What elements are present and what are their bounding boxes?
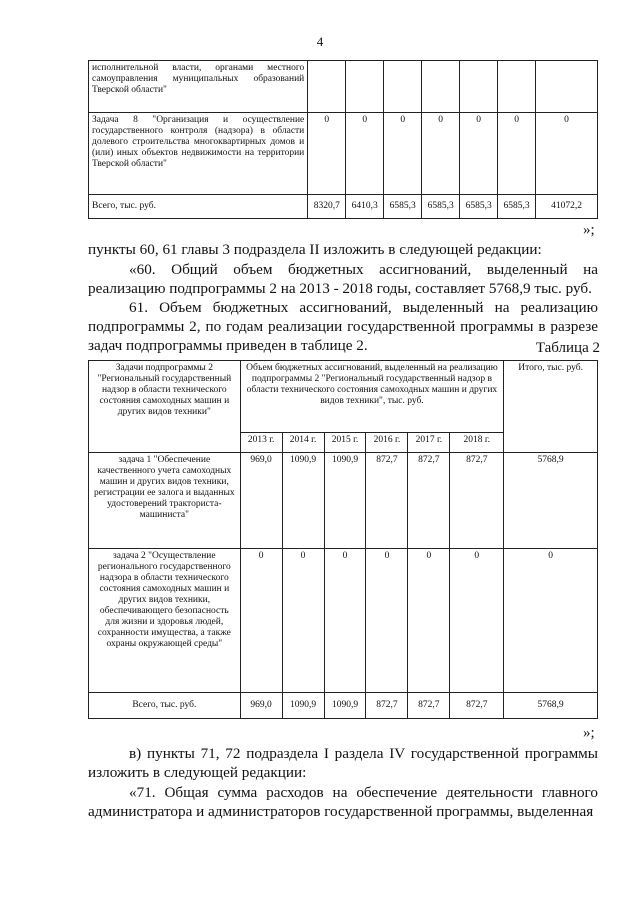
table1-value-cell: 8320,7 [308, 195, 346, 219]
table1-row-total [89, 195, 598, 219]
table2-value-cell: 872,7 [366, 453, 408, 549]
table2-row-task2 [89, 549, 598, 693]
table-2 [88, 360, 598, 719]
table1-value-cell [308, 61, 346, 113]
table2-year-header: 2014 г. [282, 433, 324, 453]
table2-year-header: 2016 г. [366, 433, 408, 453]
page-number: 4 [316, 34, 324, 49]
table1-task-cell: Всего, тыс. руб. [89, 195, 308, 219]
table1-value-cell: 41072,2 [536, 195, 598, 219]
table1-row-continuation [89, 61, 598, 113]
table1-value-cell: 0 [346, 113, 384, 195]
table2-value-cell: 0 [324, 549, 366, 693]
table1-closing-quote: »; [583, 222, 595, 238]
paragraph-3: 61. Объем бюджетных ассигнований, выделенный на реализацию подпрограммы 2, по годам реализации государственной программы в разрезе задач подпрограммы приведен в таблице 2. [88, 299, 598, 354]
table2-row-task1 [89, 453, 598, 549]
table2-total-cell: 0 [504, 549, 598, 693]
table2-value-cell: 969,0 [240, 453, 282, 549]
table2-header-volume: Объем бюджетных ассигнований, выделенный на реализацию подпрограммы 2 "Региональный государственный надзор в области технического состояния самоходных машин и других видов техники", тыс. руб. [240, 361, 504, 433]
table1-value-cell: 6585,3 [422, 195, 460, 219]
table1-value-cell: 6585,3 [460, 195, 498, 219]
table2-value-cell: 872,7 [450, 453, 504, 549]
table2-value-cell: 969,0 [240, 693, 282, 719]
table2-header-tasks: Задачи подпрограммы 2 "Региональный государственный надзор в области технического состояния самоходных машин и других видов техники" [89, 361, 241, 453]
paragraph-4: в) пункты 71, 72 подраздела I раздела IV государственной программы изложить в следующей редакции: [88, 745, 598, 781]
table2-value-cell: 0 [450, 549, 504, 693]
table1-value-cell [346, 61, 384, 113]
table2-caption: Таблица 2 [535, 340, 600, 356]
table2-value-cell: 0 [408, 549, 450, 693]
table2-header-total: Итого, тыс. руб. [504, 361, 598, 453]
table2-value-cell: 872,7 [450, 693, 504, 719]
table2-value-cell: 0 [366, 549, 408, 693]
table1-value-cell [536, 61, 598, 113]
table2-year-header: 2017 г. [408, 433, 450, 453]
table1-value-cell: 6410,3 [346, 195, 384, 219]
table2-closing-quote: »; [583, 725, 595, 741]
table1-value-cell: 0 [308, 113, 346, 195]
table2-value-cell: 0 [240, 549, 282, 693]
table2-task-cell: задача 1 "Обеспечение качественного учета самоходных машин и других видов техники, регистрации ее залога и выданных удостоверений тракториста-машиниста" [89, 453, 241, 549]
table-1 [88, 60, 598, 219]
table2-value-cell: 0 [282, 549, 324, 693]
table1-value-cell [384, 61, 422, 113]
table2-task-cell: задача 2 "Осуществление регионального государственного надзора в области технического состояния самоходных машин и других видов техники, обеспечивающего безопасность для жизни и здоровья людей, сохранности имущества, а также охраны окружающей среды" [89, 549, 241, 693]
table1-value-cell: 0 [422, 113, 460, 195]
table2-value-cell: 872,7 [366, 693, 408, 719]
table1-row-task8 [89, 113, 598, 195]
table1-task-cell: Задача 8 "Организация и осуществление государственного контроля (надзора) в области долевого строительства многоквартирных домов и (или) иных объектов недвижимости на территории Тверской области" [89, 113, 308, 195]
table1-value-cell: 6585,3 [384, 195, 422, 219]
table2-task-cell: Всего, тыс. руб. [89, 693, 241, 719]
table2-year-header: 2015 г. [324, 433, 366, 453]
table2-value-cell: 1090,9 [324, 693, 366, 719]
table2-value-cell: 1090,9 [282, 693, 324, 719]
table1-value-cell: 0 [498, 113, 536, 195]
table1-value-cell [498, 61, 536, 113]
table1-task-cell: исполнительной власти, органами местного самоуправления муниципальных образований Тверской области" [89, 61, 308, 113]
table1-value-cell: 6585,3 [498, 195, 536, 219]
table2-total-cell: 5768,9 [504, 453, 598, 549]
paragraph-5: «71. Общая сумма расходов на обеспечение деятельности главного администратора и администраторов государственной программы, выделенная [88, 784, 598, 820]
paragraph-1: пункты 60, 61 главы 3 подраздела II изложить в следующей редакции: [88, 241, 542, 258]
table2-value-cell: 1090,9 [282, 453, 324, 549]
table2-value-cell: 872,7 [408, 693, 450, 719]
table2-year-header: 2013 г. [240, 433, 282, 453]
table2-value-cell: 872,7 [408, 453, 450, 549]
table1-value-cell [460, 61, 498, 113]
table1-value-cell: 0 [460, 113, 498, 195]
table2-year-header: 2018 г. [450, 433, 504, 453]
table2-total-cell: 5768,9 [504, 693, 598, 719]
table2-value-cell: 1090,9 [324, 453, 366, 549]
table1-value-cell: 0 [536, 113, 598, 195]
table1-value-cell: 0 [384, 113, 422, 195]
table2-row-total [89, 693, 598, 719]
table1-value-cell [422, 61, 460, 113]
paragraph-2: «60. Общий объем бюджетных ассигнований, выделенный на реализацию подпрограммы 2 на 2013 - 2018 годы, составляет 5768,9 тыс. руб. [88, 261, 598, 297]
